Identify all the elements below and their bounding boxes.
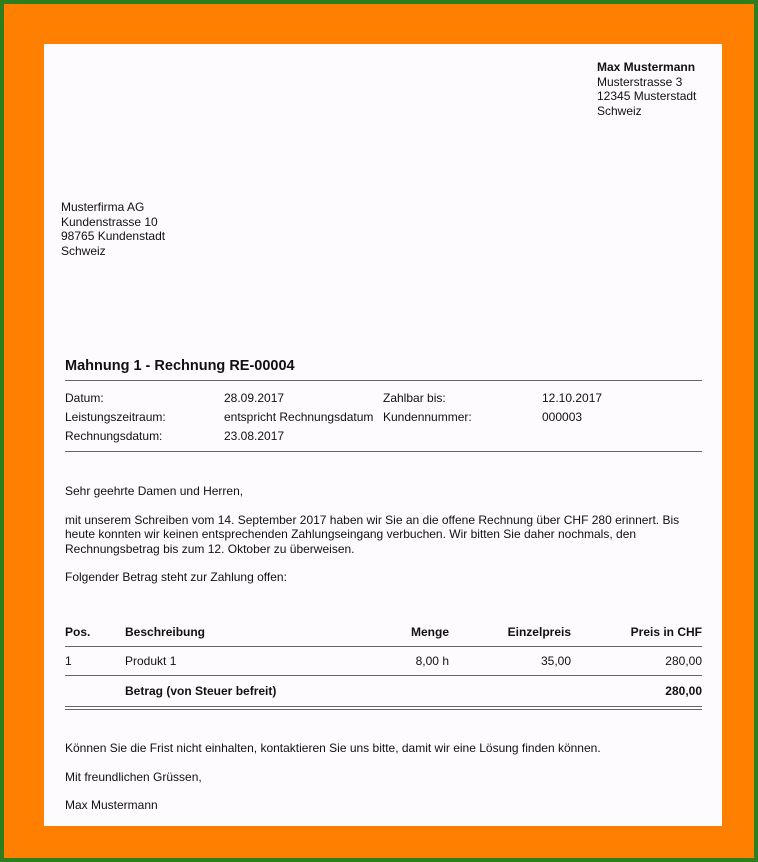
datum-label: Datum: [65,391,104,406]
closing-text: Können Sie die Frist nicht einhalten, kontaktieren Sie uns bitte, damit wir eine Lösung finden können. [65,741,601,755]
meta-row [65,389,702,408]
closing-section [65,741,705,813]
recipient-company: Musterfirma AG [61,200,145,214]
sum-value: 280,00 [665,683,702,698]
invoice-meta [65,389,702,446]
sum-row [65,676,702,706]
title-divider [65,380,702,381]
open-amount-text: Folgender Betrag steht zur Zahlung offen: [65,570,287,584]
sender-name: Max Mustermann [597,60,696,74]
datum-value: 28.09.2017 [224,391,285,406]
header-pos: Pos. [65,624,91,639]
rdatum-value: 23.08.2017 [224,429,285,444]
leistung-value: entspricht Rechnungsdatum [224,410,374,425]
letter-body [65,484,705,585]
row-pos: 1 [65,653,72,668]
kunde-label: Kundennummer: [383,410,472,425]
greeting: Mit freundlichen Grüssen, [65,769,202,784]
sender-address [597,60,696,118]
salutation: Sehr geehrte Damen und Herren, [65,484,244,498]
recipient-street: Kundenstrasse 10 [61,214,158,229]
items-table [65,622,702,710]
meta-row [65,408,702,427]
sender-country: Schweiz [597,103,642,118]
header-unit: Einzelpreis [507,624,571,639]
row-desc: Produkt 1 [125,653,177,668]
header-total: Preis in CHF [630,624,702,639]
double-rule [65,706,702,710]
orange-frame [4,4,754,858]
zahlbar-value: 12.10.2017 [542,391,603,406]
row-unit: 35,00 [540,653,571,668]
letter-page [44,44,722,826]
sum-label: Betrag (von Steuer befreit) [125,683,277,698]
signature: Max Mustermann [65,798,158,812]
recipient-address [61,200,165,258]
kunde-value: 000003 [542,410,583,425]
rdatum-label: Rechnungsdatum: [65,429,163,444]
meta-row [65,427,702,446]
row-qty: 8,00 h [415,653,449,668]
meta-divider [65,451,702,452]
leistung-label: Leistungszeitraum: [65,410,166,425]
header-desc: Beschreibung [125,624,206,639]
body-paragraph: mit unserem Schreiben vom 14. September 2017 haben wir Sie an die offene Rechnung über CHF 280 erinnert. Bis heute konnten wir keinen entsprechenden Zahlungseingang verbuchen. Wir bitten Sie daher nochmals, den Rechnungsbetrag bis zum 12. Oktober zu überweisen. [65,512,680,556]
sender-city: 12345 Musterstadt [597,89,697,103]
header-qty: Menge [410,624,449,639]
recipient-country: Schweiz [61,243,106,258]
zahlbar-label: Zahlbar bis: [383,391,446,406]
document-title: Mahnung 1 - Rechnung RE-00004 [65,358,295,374]
recipient-city: 98765 Kundenstadt [61,229,166,243]
row-total: 280,00 [665,653,702,668]
sender-street: Musterstrasse 3 [597,74,683,89]
table-header [65,622,702,642]
table-row [65,647,702,675]
